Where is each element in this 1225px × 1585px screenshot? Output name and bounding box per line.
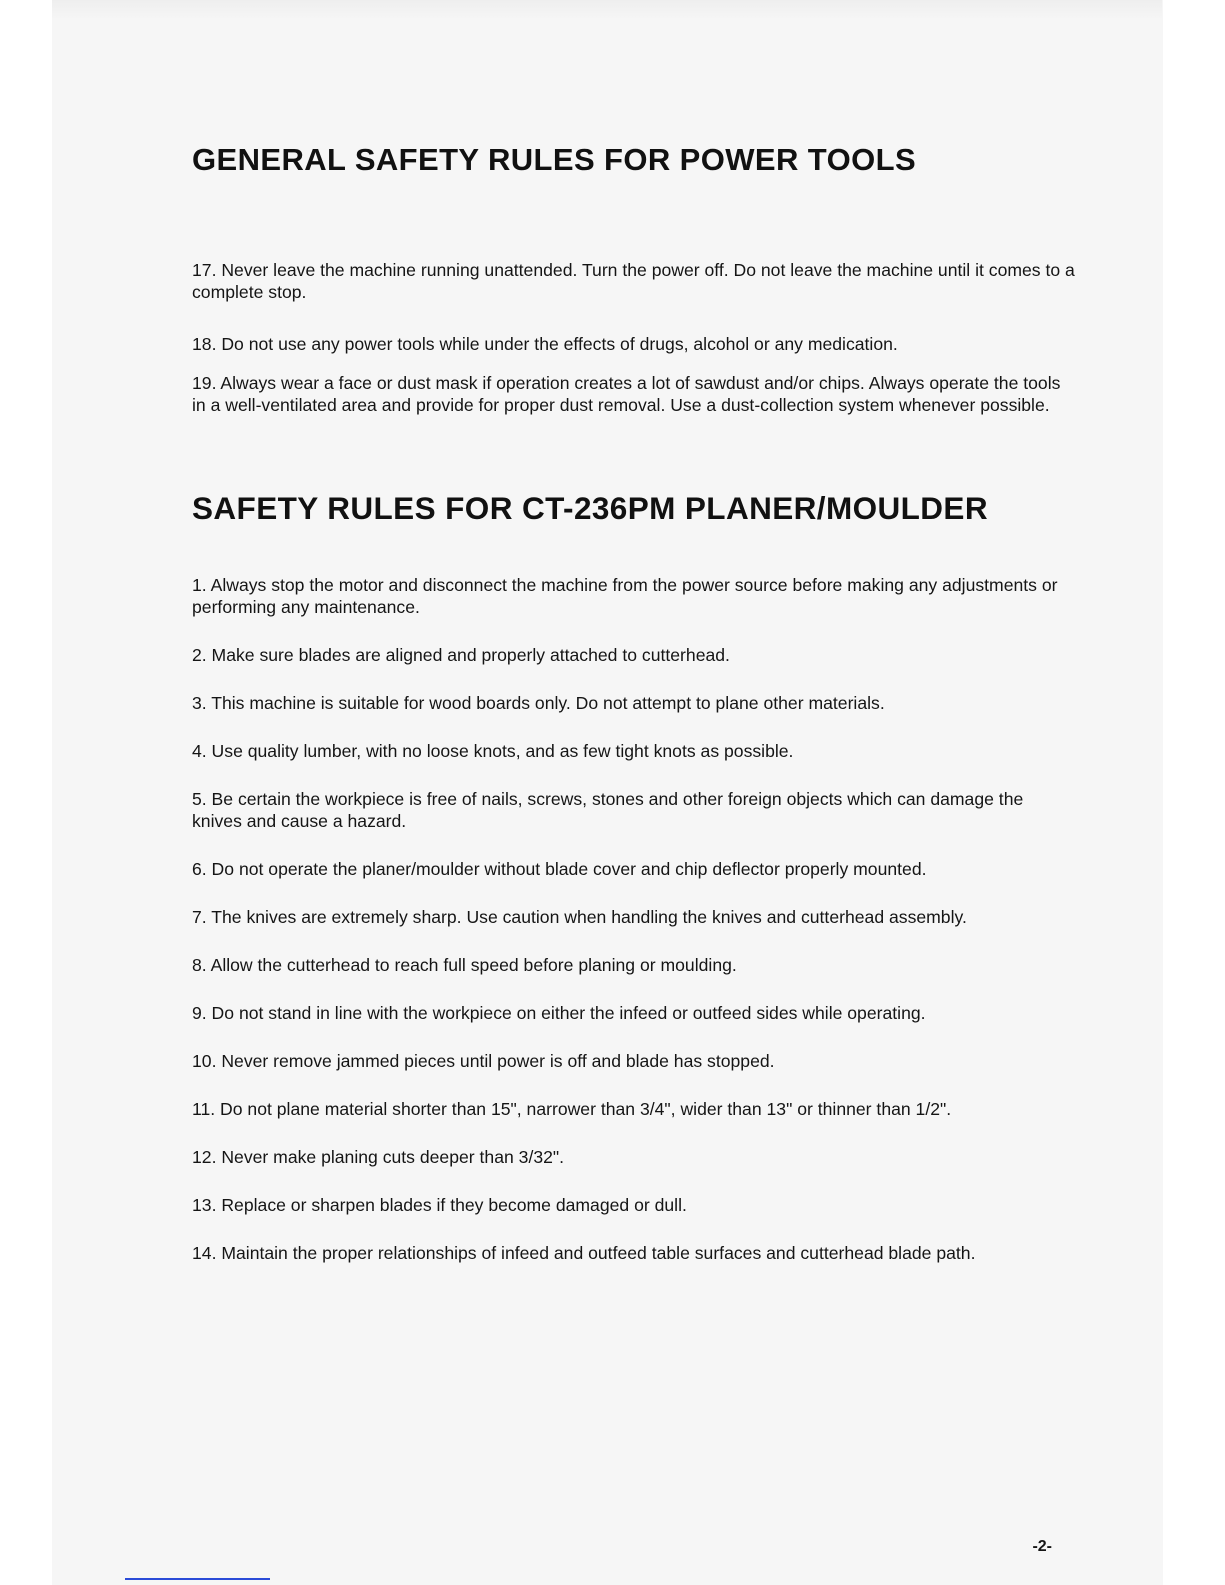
planer-rule-4: 4. Use quality lumber, with no loose knots, and as few tight knots as possible. [192, 741, 794, 761]
planer-safety-heading: SAFETY RULES FOR CT-236PM PLANER/MOULDER [192, 490, 988, 526]
planer-rule-1: 1. Always stop the motor and disconnect the machine from the power source before making any adjustments or performing any maintenance. [192, 575, 1058, 617]
page-number: -2- [1032, 1538, 1052, 1555]
planer-rule-6: 6. Do not operate the planer/moulder without blade cover and chip deflector properly mounted. [192, 859, 927, 879]
general-safety-rules-list [192, 259, 1077, 416]
planer-rule-13: 13. Replace or sharpen blades if they become damaged or dull. [192, 1195, 687, 1215]
general-rule-17: 17. Never leave the machine running unattended. Turn the power off. Do not leave the machine until it comes to a complete stop. [192, 260, 1075, 302]
planer-rule-10: 10. Never remove jammed pieces until power is off and blade has stopped. [192, 1051, 775, 1071]
scan-bottom-marker [125, 1578, 270, 1580]
scan-right-margin [1163, 0, 1225, 1585]
page-content [192, 140, 1077, 1290]
general-safety-heading: GENERAL SAFETY RULES FOR POWER TOOLS [192, 142, 917, 177]
planer-rule-8: 8. Allow the cutterhead to reach full speed before planing or moulding. [192, 955, 737, 975]
planer-rule-5: 5. Be certain the workpiece is free of nails, screws, stones and other foreign objects which can damage the knives and cause a hazard. [192, 789, 1024, 831]
planer-rule-14: 14. Maintain the proper relationships of infeed and outfeed table surfaces and cutterhead blade path. [192, 1243, 976, 1263]
scan-top-margin [52, 0, 1162, 20]
planer-rule-3: 3. This machine is suitable for wood boards only. Do not attempt to plane other materials. [192, 693, 885, 713]
planer-rule-12: 12. Never make planing cuts deeper than 3/32". [192, 1147, 565, 1167]
planer-rule-7: 7. The knives are extremely sharp. Use caution when handling the knives and cutterhead assembly. [192, 907, 967, 927]
planer-rule-11: 11. Do not plane material shorter than 15", narrower than 3/4", wider than 13" or thinner than 1/2". [192, 1099, 952, 1119]
scan-left-margin [0, 0, 52, 1585]
planer-rule-2: 2. Make sure blades are aligned and properly attached to cutterhead. [192, 645, 730, 665]
general-rule-19: 19. Always wear a face or dust mask if operation creates a lot of sawdust and/or chips. Always operate the tools in a well-ventilated area and provide for proper dust removal. Use a dust-collection system whenever possible. [192, 373, 1061, 415]
general-rule-18: 18. Do not use any power tools while under the effects of drugs, alcohol or any medication. [192, 334, 898, 354]
planer-rule-9: 9. Do not stand in line with the workpiece on either the infeed or outfeed sides while operating. [192, 1003, 926, 1023]
planer-safety-rules-list [192, 574, 1077, 1264]
